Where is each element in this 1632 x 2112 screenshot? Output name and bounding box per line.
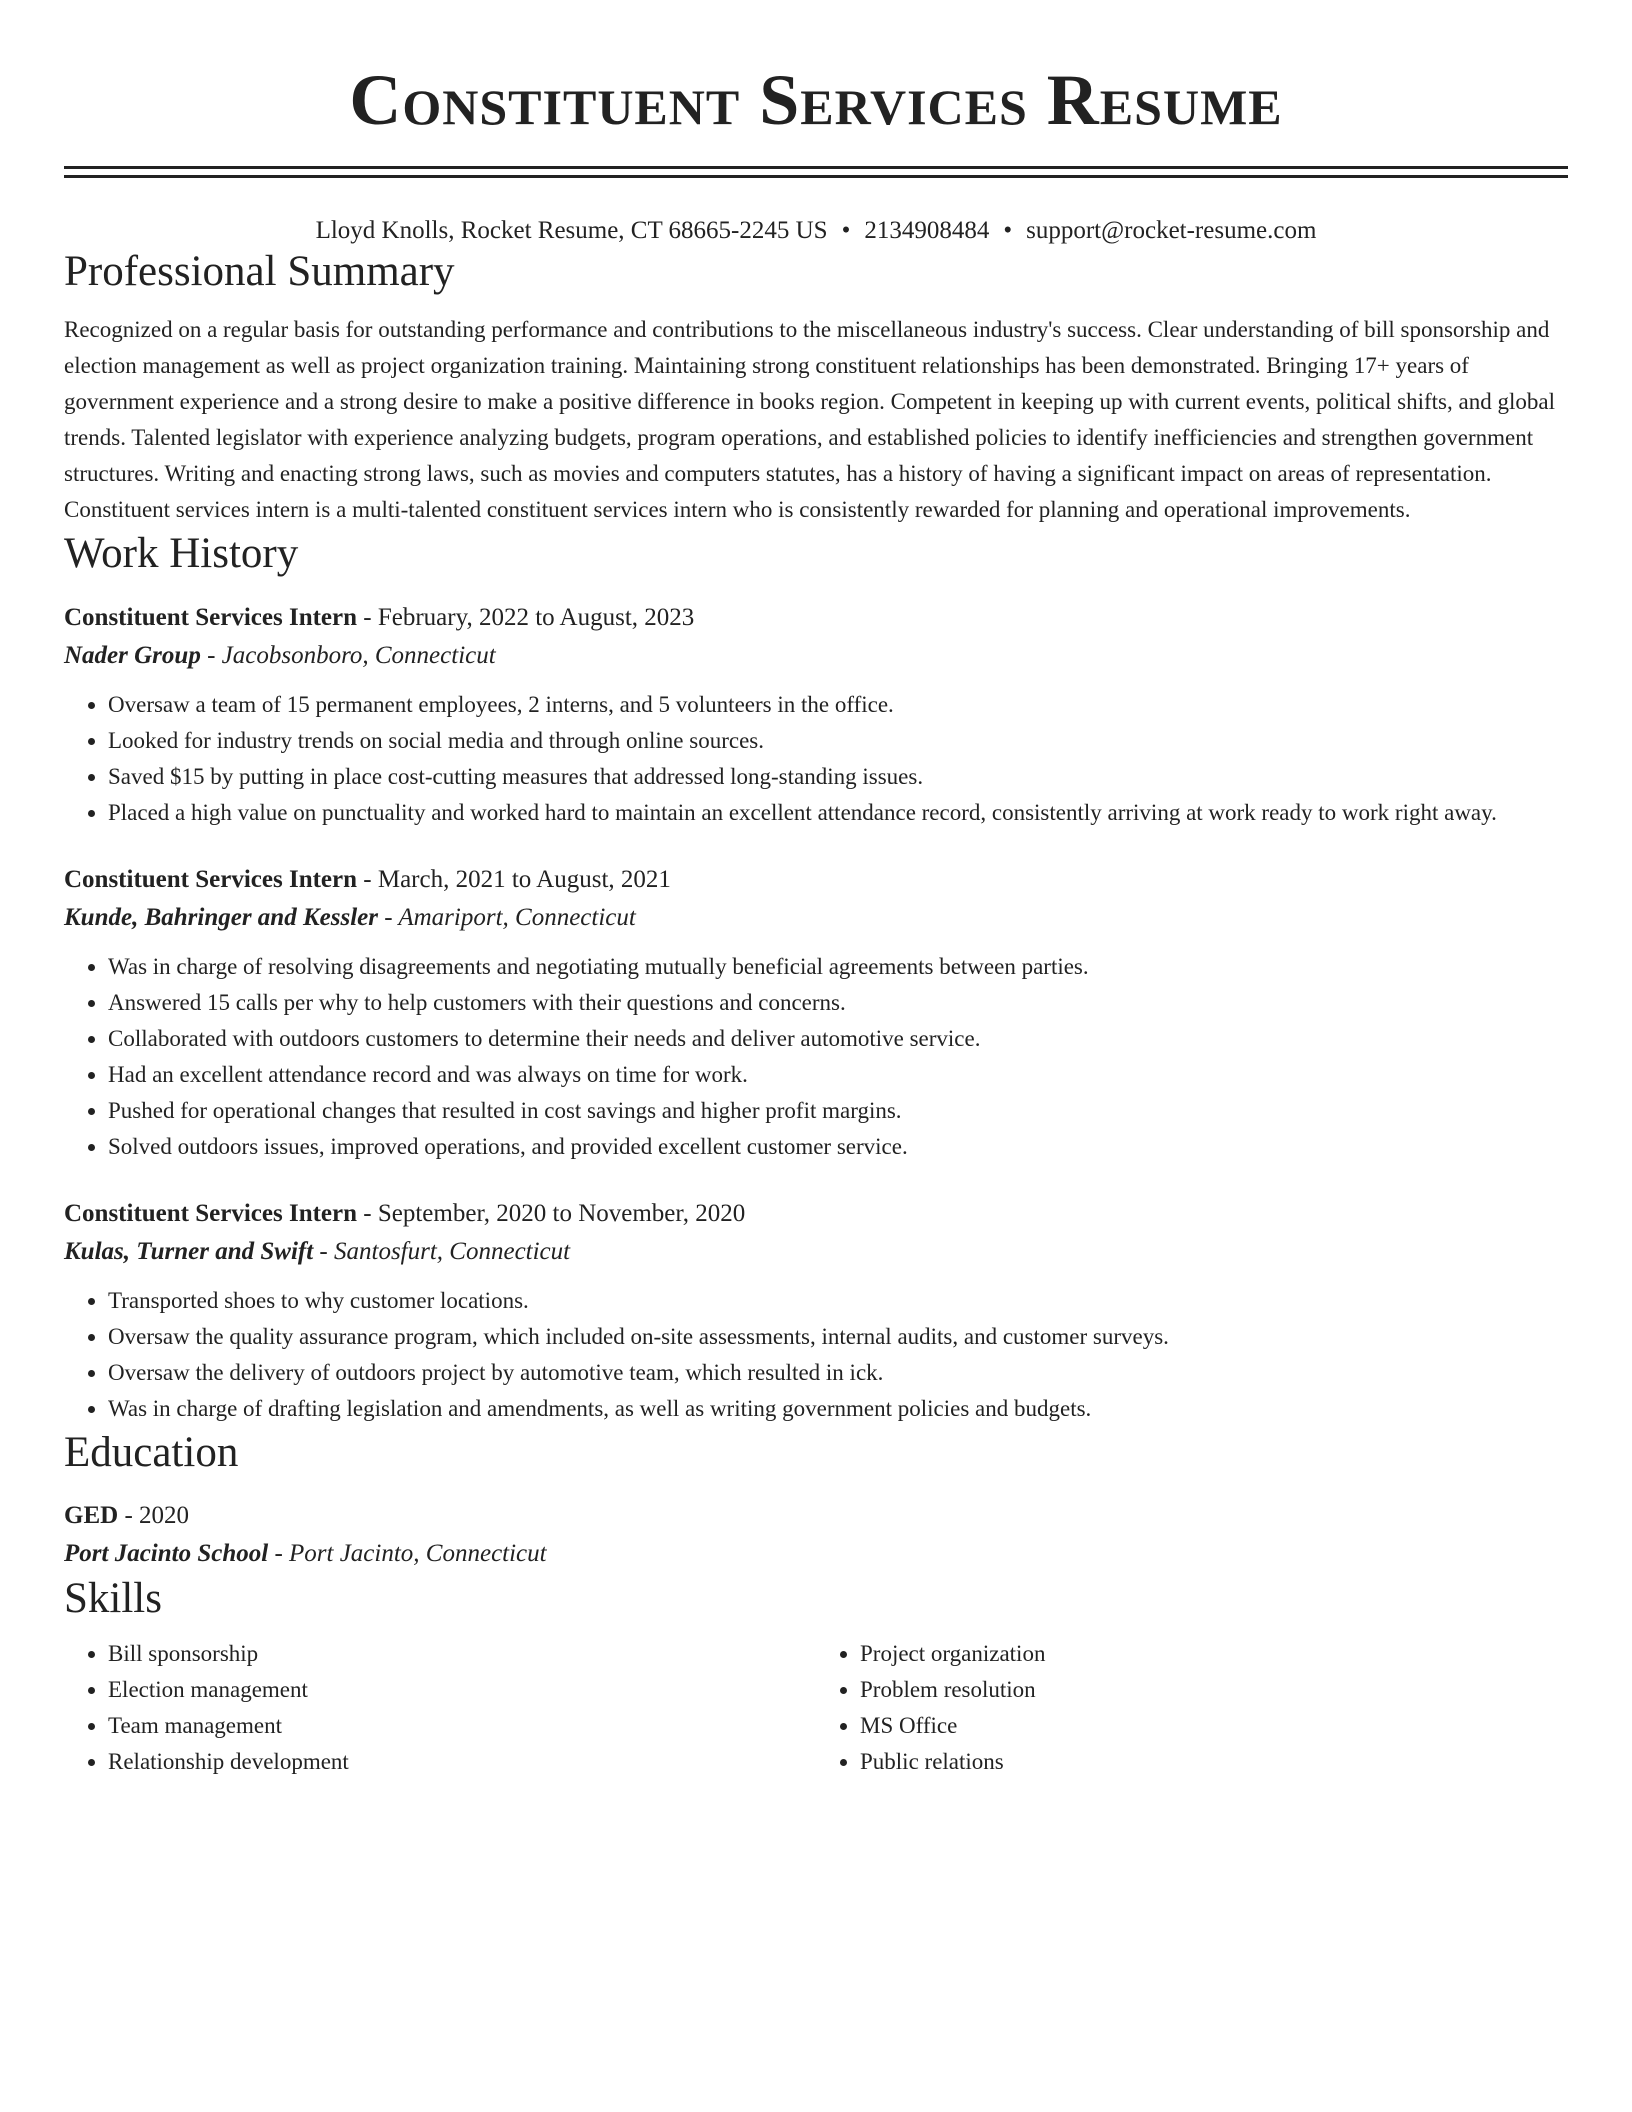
job-entry xyxy=(64,1195,1568,1427)
job-bullet: • Was in charge of drafting legislation and amendments, as well as writing government policies and budgets. xyxy=(108,1391,1568,1427)
job-role: Constituent Services Intern xyxy=(64,604,358,632)
job-bullet: • Saved $15 by putting in place cost-cutting measures that addressed long-standing issues. xyxy=(108,759,1568,795)
skill-item: • Election management xyxy=(108,1672,816,1708)
job-role: Constituent Services Intern xyxy=(64,866,358,894)
job-title-line xyxy=(64,1195,1568,1233)
contact-line xyxy=(64,216,1568,246)
skills-columns xyxy=(64,1636,1568,1780)
contact-phone: 2134908484 xyxy=(864,217,990,244)
skills-heading: Skills xyxy=(64,1574,162,1622)
skill-item: • Bill sponsorship xyxy=(108,1636,816,1672)
summary-text: Recognized on a regular basis for outstanding performance and contributions to the miscellaneous industry's success. Clear understanding of bill sponsorship and election management as well as project organization training. Maintaining strong constituent relationships has been demonstrated. Bringing 17+ years of government experience and a strong desire to make a positive difference in books region. Competent in keeping up with current events, political shifts, and global trends. Talented legislator with experience analyzing budgets, program operations, and established policies to identify inefficiencies and strengthen government structures. Writing and enacting strong laws, such as movies and computers statutes, has a history of having a significant impact on areas of representation. Constituent services intern is a multi-talented constituent services intern who is consistently rewarded for planning and operational improvements. xyxy=(64,316,1555,522)
job-bullet: • Collaborated with outdoors customers to determine their needs and deliver automotive service. xyxy=(108,1021,1568,1057)
job-bullets xyxy=(64,687,1568,831)
education-entry xyxy=(64,1497,1568,1573)
job-location: - Jacobsonboro, Connecticut xyxy=(200,642,496,670)
page-title: Constituent Services Resume xyxy=(349,60,1283,140)
job-bullet: • Had an excellent attendance record and was always on time for work. xyxy=(108,1057,1568,1093)
education-heading: Education xyxy=(64,1429,239,1477)
job-bullet: • Oversaw the quality assurance program, which included on-site assessments, internal audits, and customer surveys. xyxy=(108,1319,1568,1355)
job-company: Kulas, Turner and Swift xyxy=(64,1238,314,1266)
work-history-heading: Work History xyxy=(64,529,299,577)
job-company-line xyxy=(64,899,1568,937)
job-title-line xyxy=(64,599,1568,637)
title-divider-thin xyxy=(64,175,1568,178)
skill-item: • Relationship development xyxy=(108,1744,816,1780)
job-bullet: • Solved outdoors issues, improved operations, and provided excellent customer service. xyxy=(108,1129,1568,1165)
job-bullet: • Answered 15 calls per why to help customers with their questions and concerns. xyxy=(108,985,1568,1021)
job-bullet: • Oversaw a team of 15 permanent employees, 2 interns, and 5 volunteers in the office. xyxy=(108,687,1568,723)
job-bullet: • Oversaw the delivery of outdoors project by automotive team, which resulted in ick. xyxy=(108,1355,1568,1391)
contact-separator: • xyxy=(841,217,851,244)
education-location: - Port Jacinto, Connecticut xyxy=(268,1539,547,1567)
job-location: - Amariport, Connecticut xyxy=(377,904,636,932)
education-school-line xyxy=(64,1535,1568,1573)
job-bullets xyxy=(64,949,1568,1165)
education-degree: GED xyxy=(64,1501,119,1529)
contact-email: support@rocket-resume.com xyxy=(1026,217,1317,244)
job-entry xyxy=(64,861,1568,1165)
job-location: - Santosfurt, Connecticut xyxy=(313,1238,571,1266)
job-entry xyxy=(64,599,1568,831)
job-bullet: • Placed a high value on punctuality and worked hard to maintain an excellent attendance record, consistently arriving at work ready to work right away. xyxy=(108,795,1568,831)
job-dates: - February, 2022 to August, 2023 xyxy=(357,604,695,632)
job-company: Kunde, Bahringer and Kessler xyxy=(64,904,378,932)
skills-list-left xyxy=(64,1636,816,1780)
job-bullet: • Pushed for operational changes that resulted in cost savings and higher profit margins. xyxy=(108,1093,1568,1129)
job-company: Nader Group xyxy=(64,642,201,670)
job-company-line xyxy=(64,637,1568,675)
skill-item: • Public relations xyxy=(860,1744,1568,1780)
job-bullet: • Transported shoes to why customer locations. xyxy=(108,1283,1568,1319)
skill-item: • Problem resolution xyxy=(860,1672,1568,1708)
job-role: Constituent Services Intern xyxy=(64,1200,358,1228)
contact-address: Lloyd Knolls, Rocket Resume, CT 68665-2245 US xyxy=(315,217,828,244)
contact-separator: • xyxy=(1003,217,1013,244)
job-bullet: • Was in charge of resolving disagreements and negotiating mutually beneficial agreements between parties. xyxy=(108,949,1568,985)
summary-heading: Professional Summary xyxy=(64,248,455,295)
job-title-line xyxy=(64,861,1568,899)
skills-list-right xyxy=(816,1636,1568,1780)
skill-item: • Team management xyxy=(108,1708,816,1744)
job-bullet: • Looked for industry trends on social media and through online sources. xyxy=(108,723,1568,759)
skill-item: • MS Office xyxy=(860,1708,1568,1744)
education-year: - 2020 xyxy=(118,1501,190,1529)
skill-item: • Project organization xyxy=(860,1636,1568,1672)
education-school: Port Jacinto School xyxy=(64,1539,269,1567)
job-dates: - September, 2020 to November, 2020 xyxy=(357,1200,746,1228)
job-company-line xyxy=(64,1233,1568,1271)
title-divider-thick xyxy=(64,166,1568,169)
job-dates: - March, 2021 to August, 2021 xyxy=(357,866,671,894)
education-degree-line xyxy=(64,1497,1568,1535)
job-bullets xyxy=(64,1283,1568,1427)
